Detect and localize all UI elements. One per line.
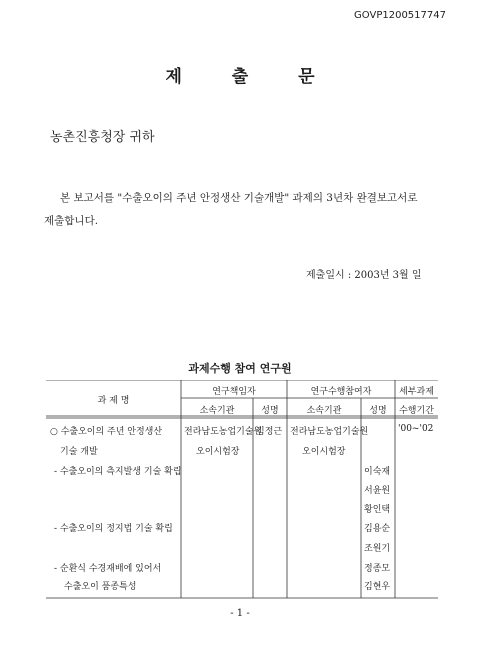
part-name-7: 김현우 <box>364 582 391 592</box>
task-line-5: - 순환식 수경재배에 있어서 <box>54 564 162 574</box>
header-part-org: 소속기관 <box>306 406 342 416</box>
header-lead-name: 성명 <box>261 406 279 416</box>
recipient: 농촌진흥청장 귀하 <box>50 130 155 145</box>
lead-name: 김정근 <box>256 427 283 437</box>
body-text-line-1: 본 보고서를 "수출오이의 주년 안정생산 기술개발" 과제의 3년차 완결보고서로 <box>60 192 418 204</box>
header-lead-org: 소속기관 <box>199 406 235 416</box>
task-line-6: 수출오이 품종특성 <box>64 582 137 592</box>
period-value: '00~'02 <box>398 424 434 434</box>
part-name-4: 김용순 <box>364 524 391 534</box>
part-org-line-1: 전라남도농업기술원 <box>290 427 369 437</box>
header-lead: 연구책임자 <box>212 387 256 397</box>
part-name-2: 서윤원 <box>364 486 391 496</box>
header-task: 과 제 명 <box>97 396 130 406</box>
lead-org-line-2: 오이시험장 <box>196 447 240 457</box>
page-number: - 1 - <box>230 608 250 619</box>
header-period: 수행기간 <box>399 406 434 416</box>
task-line-2: 기술 개발 <box>60 447 98 457</box>
page-title: 제 출 문 <box>165 67 337 87</box>
submit-date: 제출일시 : 2003년 3월 일 <box>306 270 422 281</box>
task-line-1: ○ 수출오이의 주년 안정생산 <box>50 427 163 437</box>
part-name-3: 황인택 <box>364 505 391 515</box>
body-text-line-2: 제출합니다. <box>44 215 99 227</box>
task-line-3: - 수출오이의 측지발생 기술 확립 <box>54 467 182 477</box>
participants-table <box>46 380 438 600</box>
part-name-5: 조원기 <box>364 544 391 554</box>
header-subtask: 세부과제 <box>399 387 434 397</box>
part-name-1: 이숙재 <box>364 467 391 477</box>
document-id: GOVP1200517747 <box>354 10 446 21</box>
lead-org-line-1: 전라남도농업기술원 <box>184 427 263 437</box>
header-part-name: 성명 <box>369 406 387 416</box>
table-title: 과제수행 참여 연구원 <box>188 362 292 375</box>
part-org-line-2: 오이시험장 <box>302 447 346 457</box>
part-name-6: 정종모 <box>364 564 391 574</box>
task-line-4: - 수출오이의 정지법 기술 확립 <box>54 524 173 534</box>
header-participant: 연구수행참여자 <box>310 387 372 397</box>
